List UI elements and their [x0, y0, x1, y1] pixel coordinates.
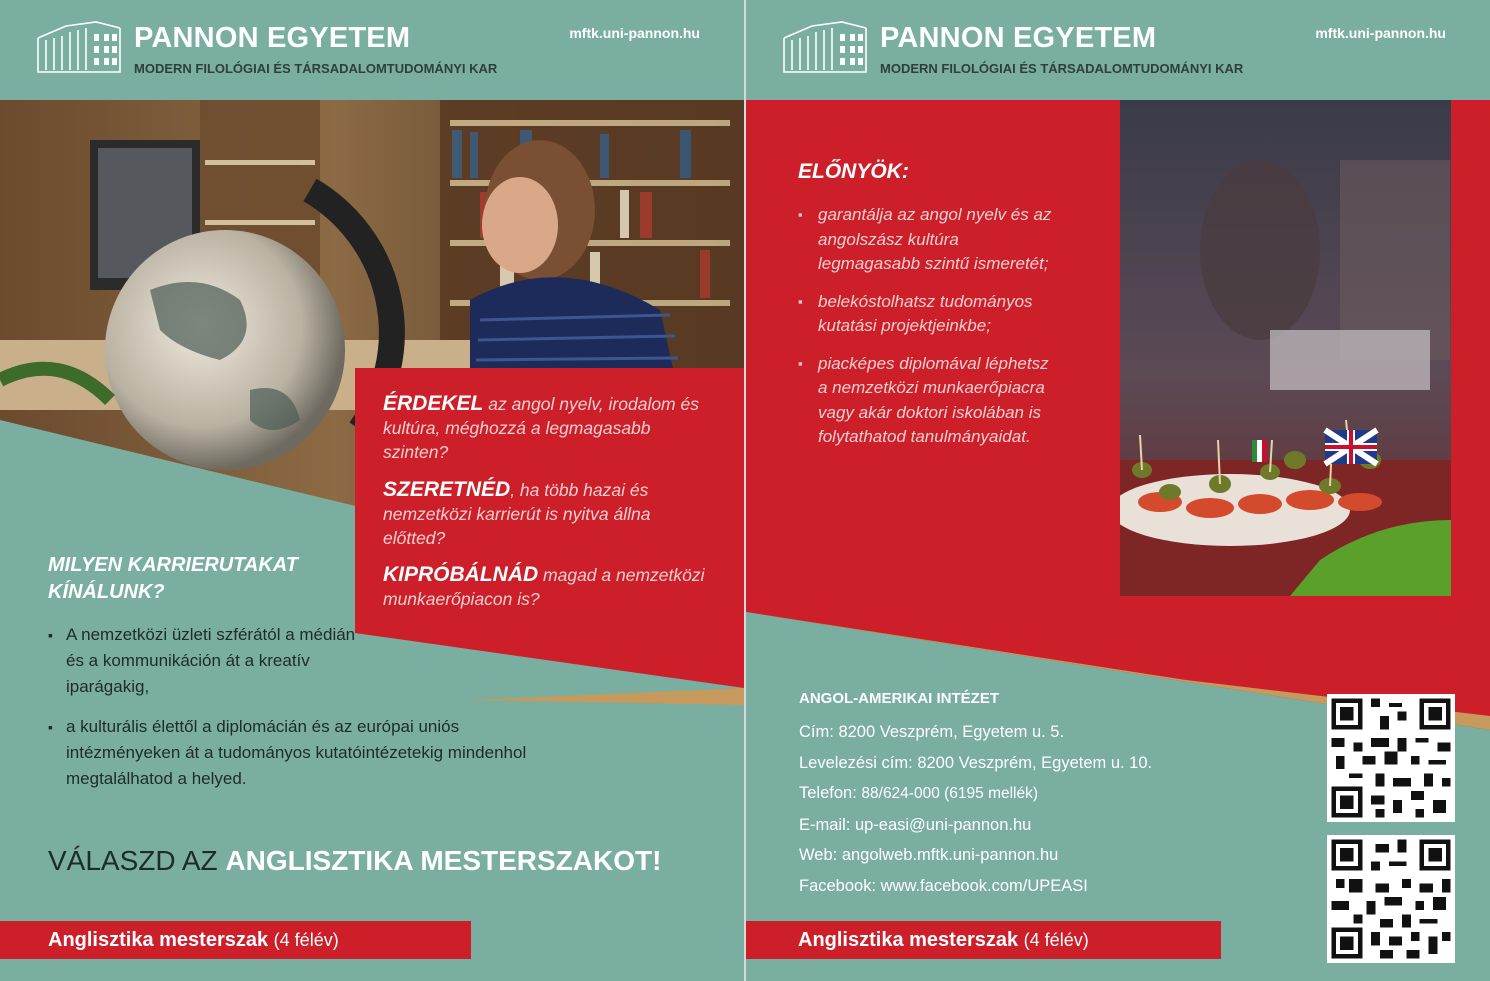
web-row — [799, 840, 1152, 871]
question-1-key: ÉRDEKEL — [383, 392, 484, 415]
question-3-key: KIPRÓBÁLNÁD — [383, 563, 539, 586]
call-to-action-prefix: VÁLASZD AZ — [48, 845, 226, 876]
program-duration: (4 félév) — [273, 930, 339, 950]
facebook-link[interactable]: www.facebook.com/UPEASI — [880, 876, 1088, 895]
faculty-name: MODERN FILOLÓGIAI ÉS TÁRSADALOMTUDOMÁNYI KAR — [134, 61, 498, 76]
facebook-row — [799, 871, 1152, 902]
career-title-line-1: MILYEN KARRIERUTAKAT — [48, 554, 298, 576]
contact-block — [799, 690, 1152, 901]
program-bar — [0, 921, 471, 959]
faculty-url[interactable]: mftk.uni-pannon.hu — [1315, 25, 1446, 41]
question-2 — [383, 478, 713, 550]
question-1-text: az angol nyelv, irodalom és kultúra, méghozzá a legmagasabb szinten? — [383, 394, 699, 462]
advantages-list — [798, 203, 1078, 463]
faculty-name: MODERN FILOLÓGIAI ÉS TÁRSADALOMTUDOMÁNYI KAR — [880, 61, 1244, 76]
career-item: ▪ a kulturális élettől a diplomácián és az európai uniós intézményeken át a tudományos kutatóintézetekig mindenhol megtalálhatod a helyed. — [48, 714, 568, 792]
header — [746, 0, 1490, 100]
postal-value: 8200 Veszprém, Egyetem u. 10. — [917, 753, 1153, 772]
call-to-action — [48, 845, 661, 877]
uk-flag-icon — [1325, 430, 1377, 464]
program-name: Anglisztika mesterszak — [798, 929, 1019, 951]
postal-row — [799, 748, 1152, 779]
left-panel — [0, 0, 744, 981]
question-1 — [383, 392, 713, 464]
career-title-line-2: KÍNÁLUNK? — [48, 581, 165, 603]
university-name: PANNON EGYETEM — [880, 22, 1157, 54]
address-row — [799, 717, 1152, 748]
phone-value: 88/624-000 (6195 mellék) — [861, 785, 1039, 802]
email-label: E-mail: — [799, 815, 851, 834]
program-name: Anglisztika mesterszak — [48, 929, 269, 951]
italian-flag-icon — [1252, 440, 1267, 462]
email-row — [799, 810, 1152, 841]
web-link[interactable]: angolweb.mftk.uni-pannon.hu — [841, 846, 1059, 864]
advantage-item: ▪ garantálja az angol nyelv és az angolszász kultúra legmagasabb szintű ismeretét; — [798, 203, 1060, 277]
career-list — [48, 622, 568, 806]
program-bar — [746, 921, 1221, 959]
web-label: Web: — [799, 846, 838, 864]
institute-name: ANGOL-AMERIKAI INTÉZET — [799, 690, 999, 707]
facebook-label: Facebook: — [799, 876, 877, 895]
program-duration: (4 félév) — [1023, 930, 1089, 950]
qr-code-icon[interactable] — [1327, 835, 1455, 963]
advantage-item: ▪ piacképes diplomával léphetsz a nemzetközi munkaerőpiacra vagy akár doktori iskolában is folytathatod tanulmányaidat. — [798, 352, 1060, 450]
question-3-text: magad a nemzetközi munkaerőpiacon is? — [383, 565, 705, 609]
call-to-action-highlight: ANGLISZTIKA MESTERSZAKOT! — [225, 845, 662, 876]
question-2-key: SZERETNÉD — [383, 478, 511, 501]
university-name: PANNON EGYETEM — [134, 22, 411, 54]
advantage-item: ▪ belekóstolhatsz tudományos kutatási projektjeinkbe; — [798, 290, 1073, 339]
phone-label: Telefon: — [799, 784, 857, 802]
email-link[interactable]: up-easi@uni-pannon.hu — [854, 815, 1032, 834]
food-photo — [1120, 100, 1451, 596]
advantages-title: ELŐNYÖK: — [798, 160, 909, 183]
address-value: 8200 Veszprém, Egyetem u. 5. — [838, 723, 1065, 741]
university-building-logo-icon — [36, 18, 122, 74]
faculty-url[interactable]: mftk.uni-pannon.hu — [569, 25, 700, 41]
phone-row — [799, 778, 1152, 810]
right-panel — [746, 0, 1490, 981]
header — [0, 0, 744, 100]
postal-label: Levelezési cím: — [799, 753, 913, 772]
qr-code-icon[interactable] — [1327, 694, 1455, 822]
career-title — [48, 552, 298, 606]
career-item: ▪ A nemzetközi üzleti szférától a médián és a kommunikáción át a kreatív iparágakig, — [48, 622, 368, 700]
university-building-logo-icon — [782, 18, 868, 74]
question-2-text: , ha több hazai és nemzetközi karrierút is nyitva állna előtted? — [383, 480, 651, 548]
address-label: Cím: — [799, 723, 834, 741]
question-3 — [383, 563, 713, 611]
